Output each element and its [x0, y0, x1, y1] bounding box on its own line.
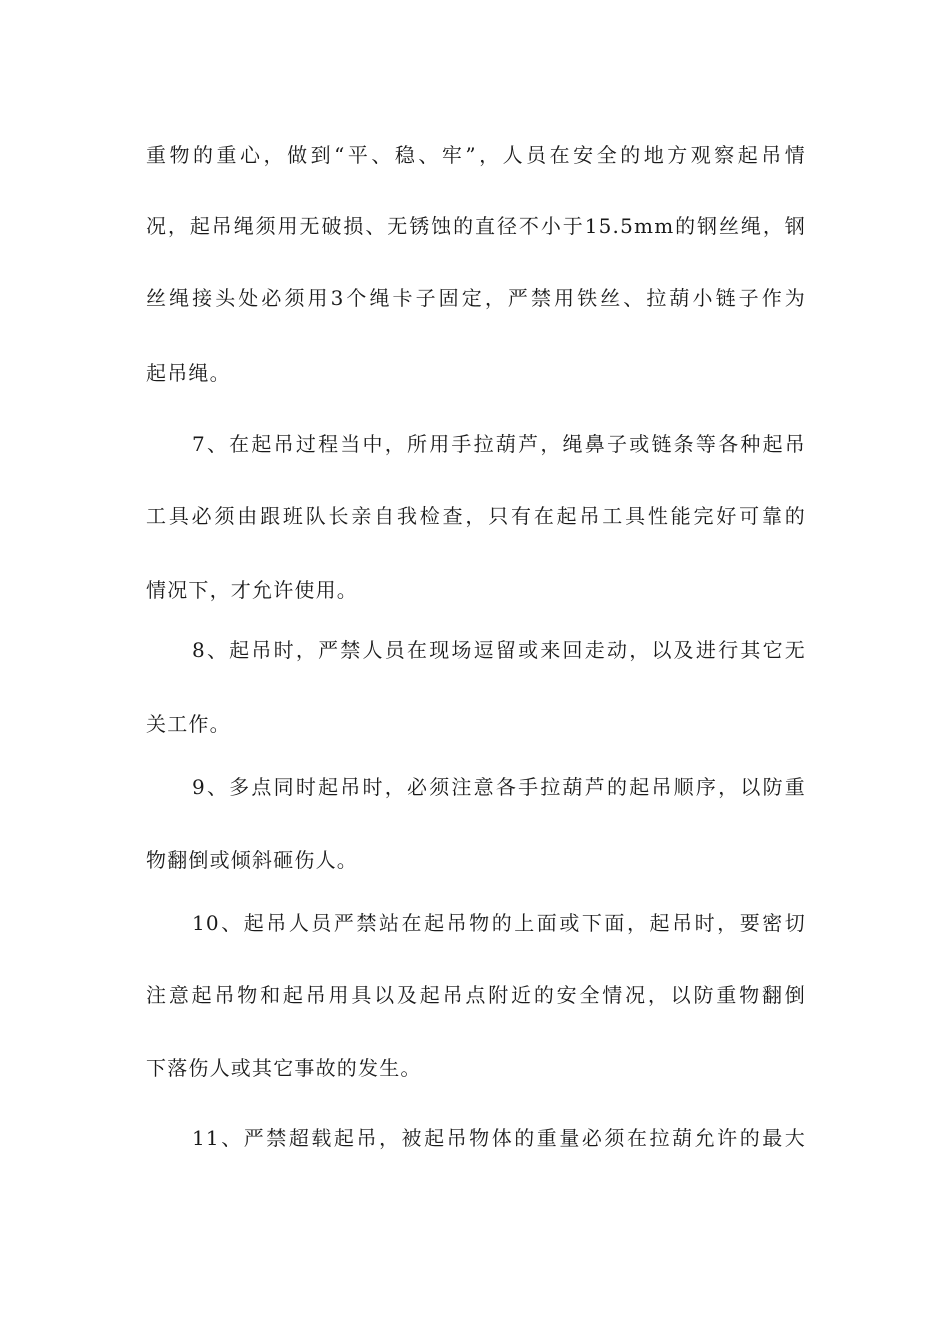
text-line: 下落伤人或其它事故的发生。 [146, 1056, 422, 1080]
text-line: 丝绳接头处必须用3个绳卡子固定，严禁用铁丝、拉葫小链子作为 [146, 286, 806, 310]
paragraph-first-line: 11、严禁超载起吊，被起吊物体的重量必须在拉葫允许的最大 [192, 1126, 806, 1150]
text-line: 况，起吊绳须用无破损、无锈蚀的直径不小于15.5mm的钢丝绳，钢 [146, 214, 806, 238]
text-line: 情况下，才允许使用。 [146, 578, 358, 602]
text-line: 物翻倒或倾斜砸伤人。 [146, 848, 358, 872]
text-line: 注意起吊物和起吊用具以及起吊点附近的安全情况，以防重物翻倒 [146, 983, 806, 1007]
text-line: 重物的重心，做到“平、稳、牢”，人员在安全的地方观察起吊情 [146, 143, 806, 167]
paragraph-first-line: 8、起吊时，严禁人员在现场逗留或来回走动，以及进行其它无 [192, 638, 806, 662]
paragraph-first-line: 9、多点同时起吊时，必须注意各手拉葫芦的起吊顺序，以防重 [192, 775, 806, 799]
text-line: 起吊绳。 [146, 361, 231, 385]
paragraph-first-line: 7、在起吊过程当中，所用手拉葫芦，绳鼻子或链条等各种起吊 [192, 432, 806, 456]
paragraph-first-line: 10、起吊人员严禁站在起吊物的上面或下面，起吊时，要密切 [192, 911, 806, 935]
text-line: 工具必须由跟班队长亲自我检查，只有在起吊工具性能完好可靠的 [146, 504, 806, 528]
text-line: 关工作。 [146, 712, 231, 736]
